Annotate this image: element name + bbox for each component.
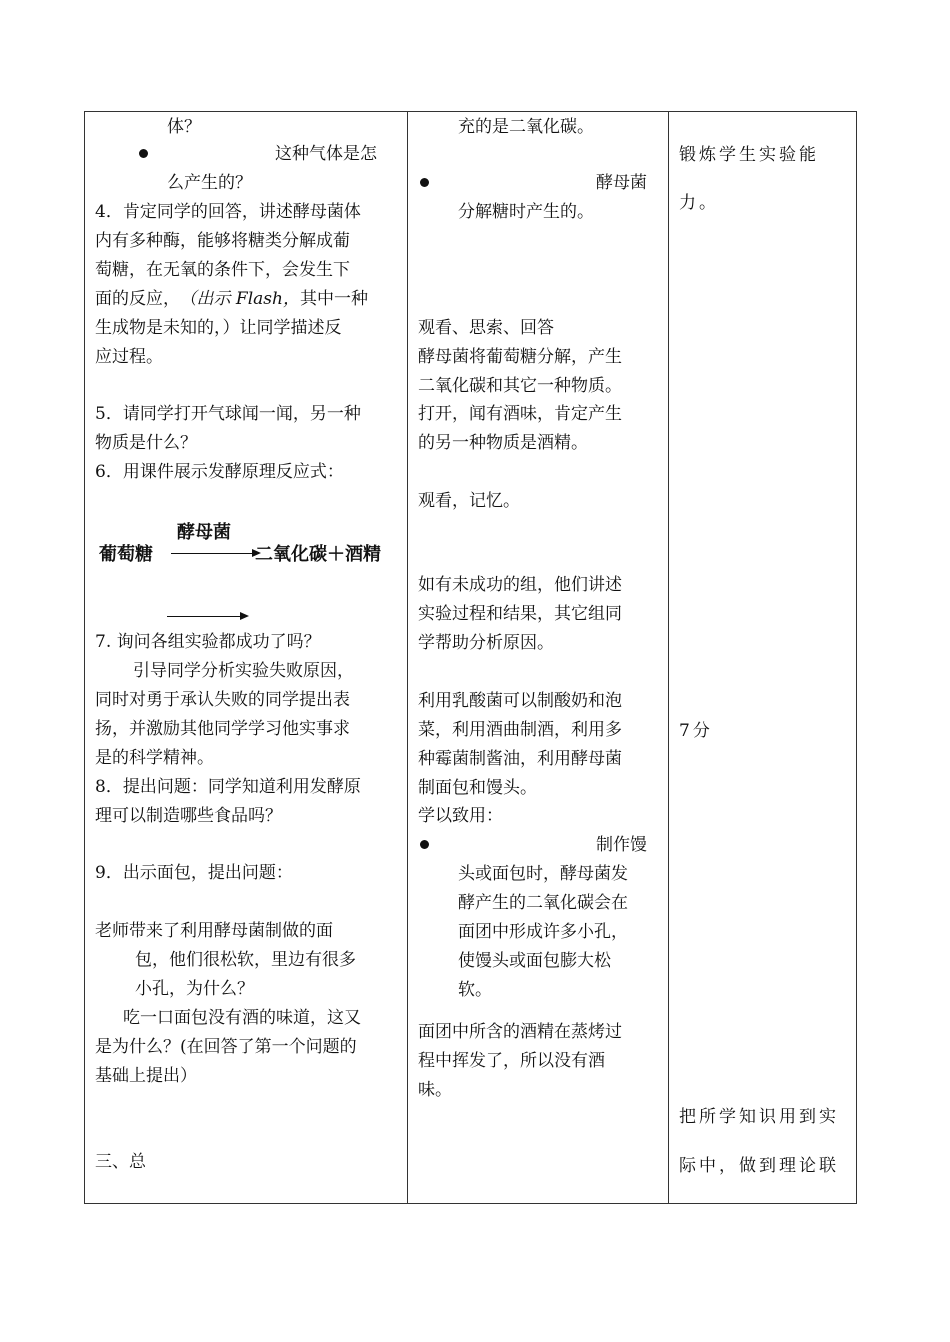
text-line: 锻炼学生实验能 xyxy=(679,145,819,165)
text-line: 物质是什么？ xyxy=(95,433,197,453)
text-line: 理可以制造哪些食品吗？ xyxy=(95,806,282,826)
text-line: 面团中形成许多小孔， xyxy=(458,922,628,942)
text-line: 观看、思索、回答 xyxy=(418,318,554,338)
text-line: 6．用课件展示发酵原理反应式： xyxy=(95,462,344,482)
text-line: 面团中所含的酒精在蒸烤过 xyxy=(418,1022,622,1042)
text-line: 小孔，为什么？ xyxy=(135,979,254,999)
text-line: 二氧化碳和其它一种物质。 xyxy=(418,376,622,396)
text-line: 生成物是未知的，）让同学描述反 xyxy=(95,318,342,338)
text-line: 如有未成功的组，他们讲述 xyxy=(418,575,622,595)
text-line: 学以致用： xyxy=(418,806,503,826)
text-line: 头或面包时，酵母菌发 xyxy=(458,864,628,884)
text-line: 吃一口面包没有酒的味道，这又 xyxy=(123,1008,361,1028)
text-segment: 其中一种 xyxy=(299,289,368,309)
bullet-icon xyxy=(420,178,429,187)
text-line: 使馒头或面包膨大松 xyxy=(458,951,611,971)
text-line: 软。 xyxy=(458,980,492,1000)
text-line: 际中，做到理论联 xyxy=(679,1156,839,1176)
teacher-activity-cell xyxy=(85,112,408,1204)
bullet-icon xyxy=(420,840,429,849)
text-line: 程中挥发了，所以没有酒 xyxy=(418,1051,605,1071)
text-line: 同时对勇于承认失败的同学提出表 xyxy=(95,690,350,710)
lesson-plan-table xyxy=(84,111,857,1204)
text-line: 这种气体是怎 xyxy=(275,144,377,164)
student-activity-cell xyxy=(408,112,669,1204)
text-line: 萄糖，在无氧的条件下，会发生下 xyxy=(95,260,350,280)
text-line: 力。 xyxy=(679,193,719,213)
text-line: 老师带来了利用酵母菌制做的面 xyxy=(95,921,333,941)
text-line: 引导同学分析实验失败原因， xyxy=(133,661,354,681)
text-line: 7分 xyxy=(679,721,713,741)
text-line: 应过程。 xyxy=(95,347,163,367)
text-line: 观看，记忆。 xyxy=(418,491,520,511)
text-line: 8．提出问题：同学知道利用发酵原 xyxy=(95,777,361,797)
text-line: 打开，闻有酒味，肯定产生 xyxy=(418,404,622,424)
text-line: 学帮助分析原因。 xyxy=(418,633,554,653)
text-line: 是为什么？(在回答了第一个问题的 xyxy=(95,1037,357,1057)
text-line: 是的科学精神。 xyxy=(95,748,214,768)
text-line xyxy=(95,285,368,314)
text-line: 制作馒 xyxy=(596,835,647,855)
text-line: 9．出示面包，提出问题： xyxy=(95,863,293,883)
text-segment: 面的反应， xyxy=(95,289,180,309)
text-line: 菜，利用酒曲制酒，利用多 xyxy=(418,720,622,740)
text-line: 酵母菌 xyxy=(596,173,647,193)
text-line: 实验过程和结果，其它组同 xyxy=(418,604,622,624)
text-line: 5．请同学打开气球闻一闻，另一种 xyxy=(95,404,361,424)
text-line: 制面包和馒头。 xyxy=(418,778,537,798)
text-line: 味。 xyxy=(418,1080,452,1100)
fermentation-equation xyxy=(95,516,395,596)
catalyst-label: 酵母菌 xyxy=(177,522,231,543)
text-line: 把所学知识用到实 xyxy=(679,1107,839,1127)
text-line: 体？ xyxy=(167,117,201,137)
text-line: 利用乳酸菌可以制酸奶和泡 xyxy=(418,691,622,711)
design-intent-cell xyxy=(669,112,857,1204)
text-line: 4．肯定同学的回答，讲述酵母菌体 xyxy=(95,202,361,222)
text-line: 酵母菌将葡萄糖分解，产生 xyxy=(418,347,622,367)
text-line: 三、总 xyxy=(95,1152,146,1172)
blank-arrow xyxy=(167,616,247,617)
text-line: 基础上提出） xyxy=(95,1066,197,1086)
text-line: 7. 询问各组实验都成功了吗？ xyxy=(95,632,321,652)
text-line: 的另一种物质是酒精。 xyxy=(418,433,588,453)
flash-note: （出示 Flash， xyxy=(188,289,300,309)
text-line: 么产生的？ xyxy=(167,173,252,193)
text-line: 酵产生的二氧化碳会在 xyxy=(458,893,628,913)
text-line: 内有多种酶，能够将糖类分解成葡 xyxy=(95,231,350,251)
reactant-label: 葡萄糖 xyxy=(99,544,153,565)
bullet-icon xyxy=(139,149,148,158)
products-label: 二氧化碳＋酒精 xyxy=(255,544,381,565)
text-line: 扬，并激励其他同学学习他实事求 xyxy=(95,719,350,739)
reaction-arrow xyxy=(171,553,259,554)
text-line: 包，他们很松软，里边有很多 xyxy=(135,950,356,970)
text-line: 充的是二氧化碳。 xyxy=(458,117,594,137)
text-line: 种霉菌制酱油，利用酵母菌 xyxy=(418,749,622,769)
text-line: 分解糖时产生的。 xyxy=(458,202,594,222)
